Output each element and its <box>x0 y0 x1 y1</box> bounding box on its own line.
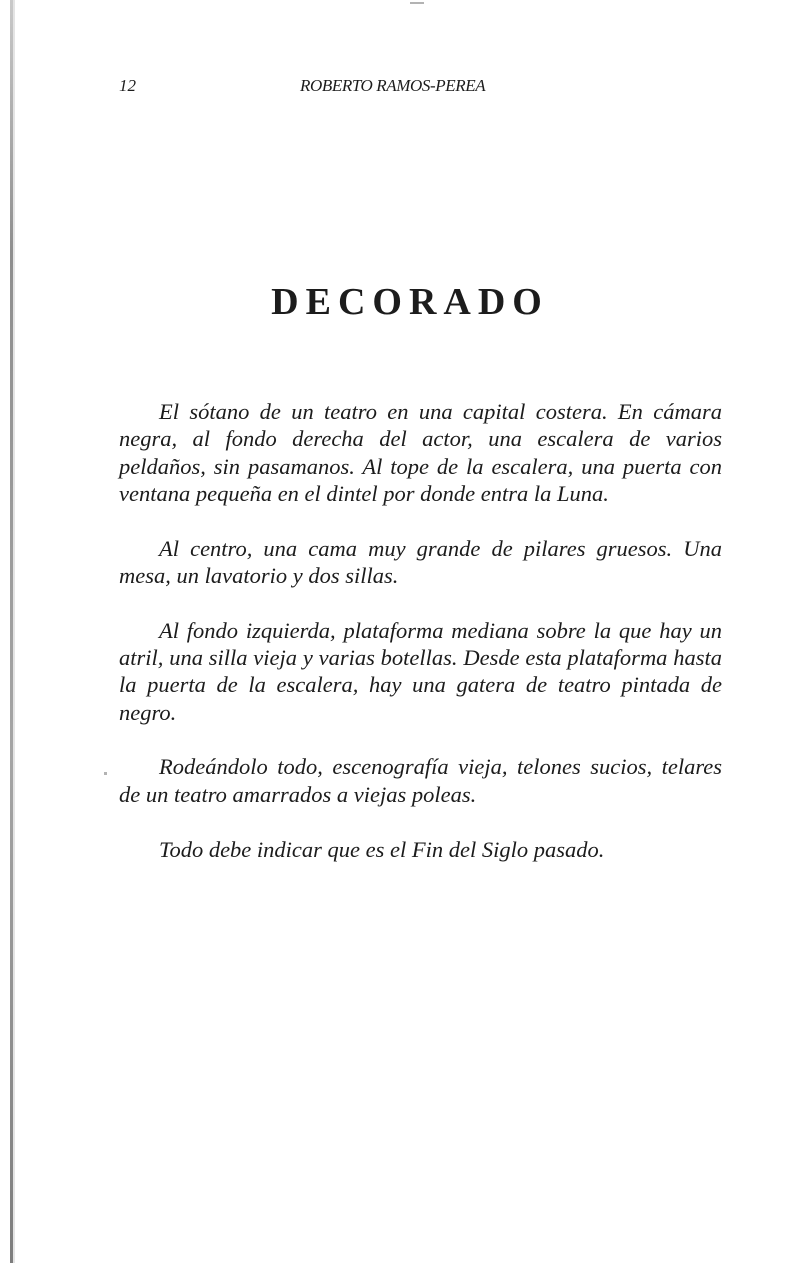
section-title: DECORADO <box>271 281 549 323</box>
scan-speck <box>104 772 107 775</box>
page-header <box>0 76 804 100</box>
running-head: ROBERTO RAMOS-PEREA <box>300 76 486 95</box>
page-number: 12 <box>119 76 136 95</box>
paragraph: El sótano de un teatro en una capital costera. En cámara negra, al fondo derecha del actor, una escalera de varios peldaños, sin pasamanos. Al tope de la escalera, una puerta con ventana pequeña en el dintel por donde entra la Luna. <box>119 399 722 506</box>
paragraph: Al fondo izquierda, plataforma mediana sobre la que hay un atril, una silla vieja y varias botellas. Desde esta plataforma hasta la puerta de la escalera, hay una gatera de teatro pintada de negro. <box>119 617 722 725</box>
paragraph: Rodeándolo todo, escenografía vieja, telones sucios, telares de un teatro amarrados a viejas poleas. <box>119 754 722 807</box>
paragraph: Al centro, una cama muy grande de pilares gruesos. Una mesa, un lavatorio y dos sillas. <box>119 535 722 588</box>
paragraph: Todo debe indicar que es el Fin del Siglo pasado. <box>159 836 605 862</box>
body-text <box>119 398 722 863</box>
scan-speck <box>410 2 424 4</box>
page-binding-shadow <box>13 0 15 1263</box>
